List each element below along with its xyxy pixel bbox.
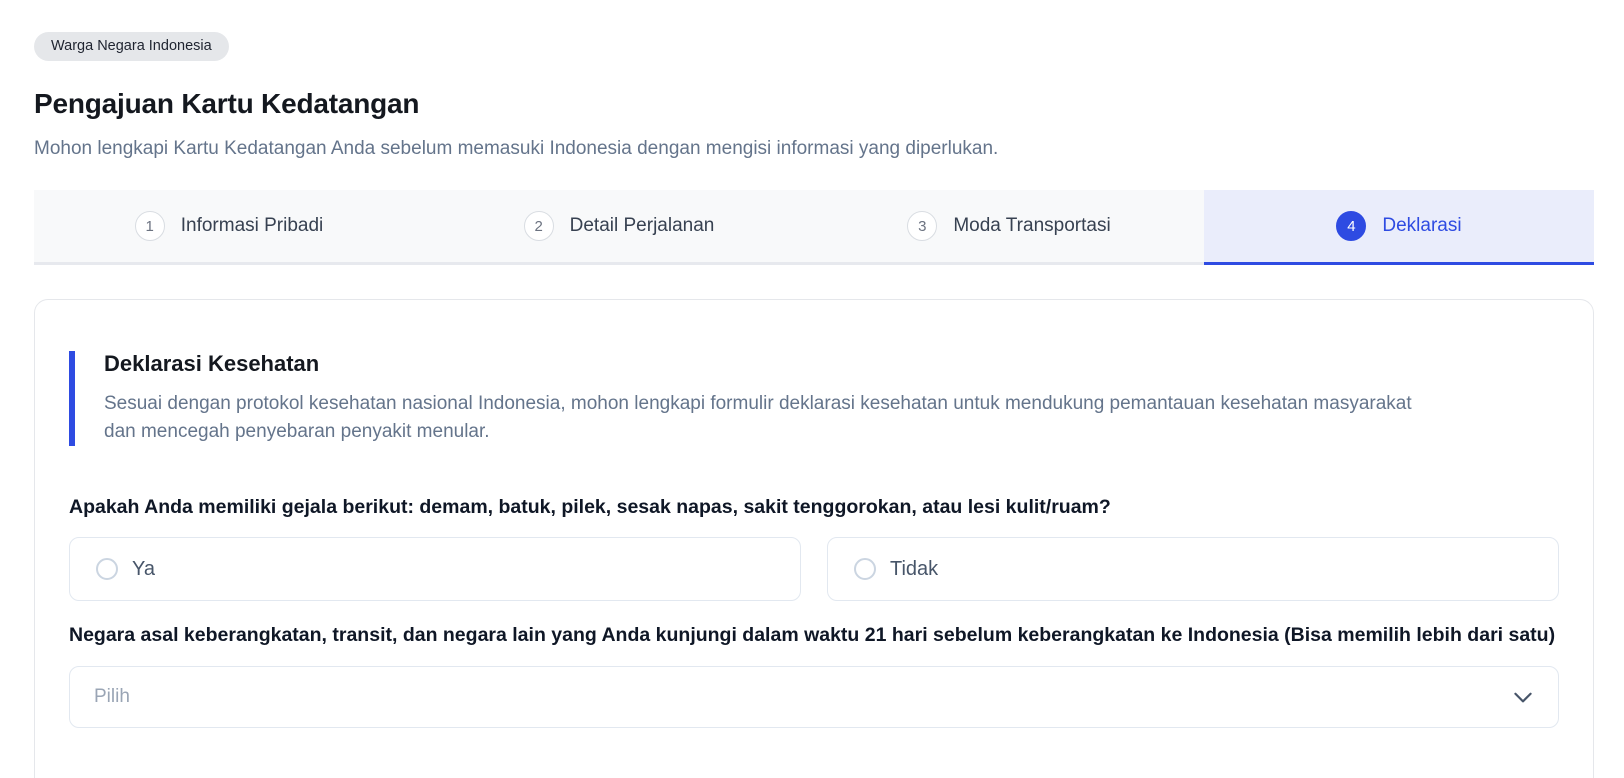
- countries-select[interactable]: [69, 666, 1559, 728]
- radio-unselected-icon: [854, 558, 876, 580]
- radio-option-tidak-label: Tidak: [890, 557, 939, 580]
- countries-question-label: Negara asal keberangkatan, transit, dan negara lain yang Anda kunjungi dalam waktu 21 hari sebelum keberangkatan ke Indonesia (Bisa memilih lebih dari satu): [69, 624, 1556, 646]
- symptoms-question-label: Apakah Anda memiliki gejala berikut: demam, batuk, pilek, sesak napas, sakit tenggorokan, atau lesi kulit/ruam?: [69, 496, 1111, 518]
- radio-option-ya-label: Ya: [132, 557, 155, 580]
- step-1-number-circle: 1: [135, 211, 165, 241]
- section-heading: Deklarasi Kesehatan: [104, 351, 320, 376]
- countries-select-placeholder: Pilih: [94, 686, 130, 707]
- step-4-number-circle: 4: [1336, 211, 1366, 241]
- step-2-label: Detail Perjalanan: [569, 215, 715, 236]
- health-declaration-header: [69, 351, 1559, 446]
- step-3-label: Moda Transportasi: [953, 215, 1111, 236]
- section-description: Sesuai dengan protokol kesehatan nasional Indonesia, mohon lengkapi formulir deklarasi kesehatan untuk mendukung pemantauan kesehatan masyarakat dan mencegah penyebaran penyakit menular.: [104, 393, 1412, 442]
- citizen-type-badge: Warga Negara Indonesia: [34, 32, 229, 61]
- page-title: Pengajuan Kartu Kedatangan: [34, 88, 420, 119]
- form-stepper: [34, 190, 1594, 265]
- step-2-number-circle: 2: [524, 211, 554, 241]
- radio-option-ya[interactable]: [69, 537, 801, 601]
- step-informasi-pribadi[interactable]: [34, 190, 424, 265]
- step-3-number-circle: 3: [907, 211, 937, 241]
- step-detail-perjalanan[interactable]: [424, 190, 814, 265]
- symptoms-options: [69, 537, 1559, 601]
- countries-question-block: [69, 621, 1559, 728]
- radio-unselected-icon: [96, 558, 118, 580]
- radio-option-tidak[interactable]: [827, 537, 1559, 601]
- declaration-card: [34, 299, 1594, 778]
- step-moda-transportasi[interactable]: [814, 190, 1204, 265]
- step-1-label: Informasi Pribadi: [180, 215, 324, 236]
- page-subtitle: Mohon lengkapi Kartu Kedatangan Anda sebelum memasuki Indonesia dengan mengisi informasi yang diperlukan.: [34, 138, 999, 159]
- step-4-label: Deklarasi: [1382, 215, 1462, 236]
- step-deklarasi[interactable]: [1204, 190, 1594, 265]
- symptoms-question-block: [69, 493, 1559, 601]
- arrival-card-page: [34, 0, 1594, 778]
- chevron-down-icon: [1510, 684, 1536, 710]
